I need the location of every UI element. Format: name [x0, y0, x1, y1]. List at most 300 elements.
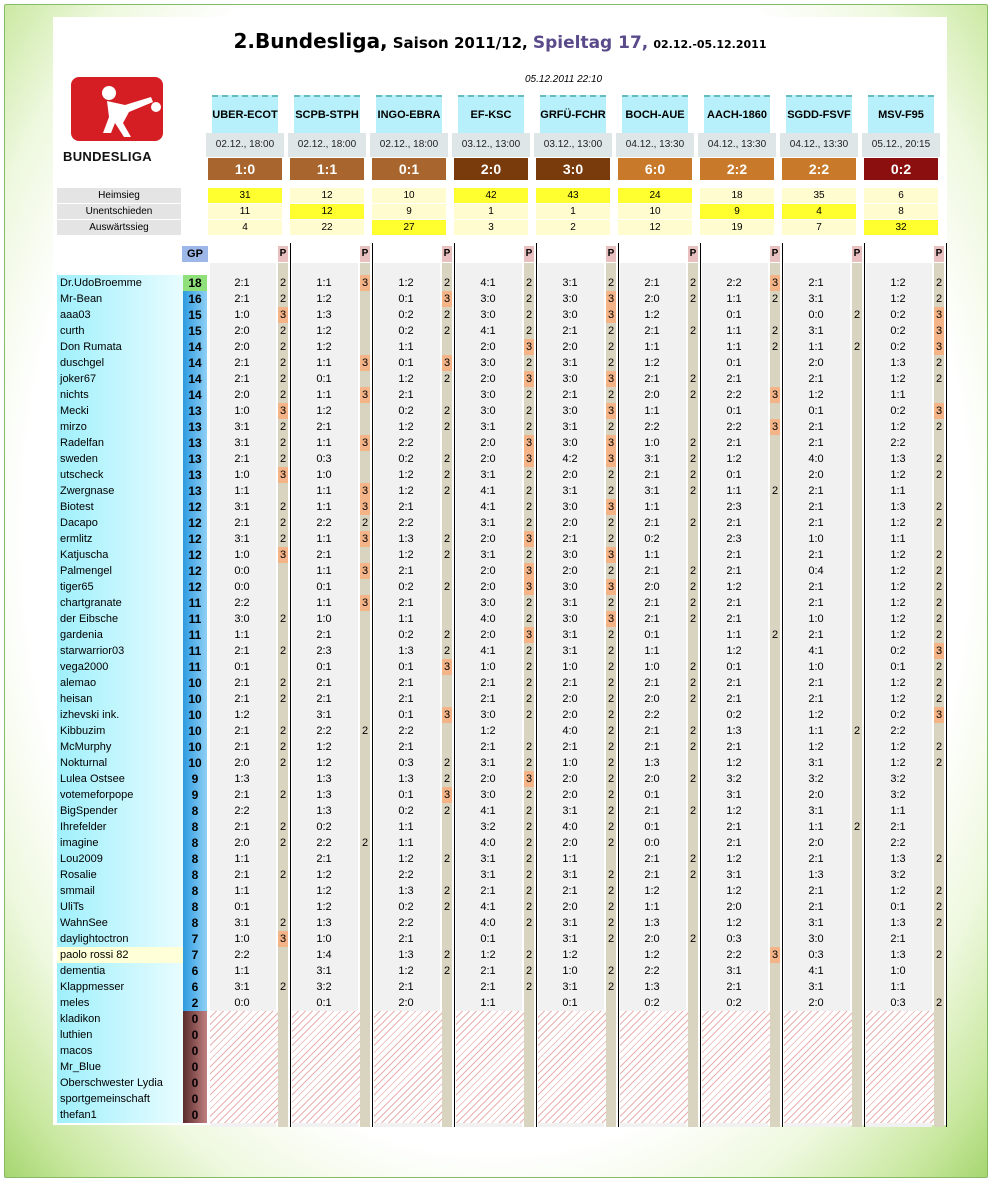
player-name[interactable]: imagine: [57, 835, 183, 851]
tip-points: 2: [935, 453, 943, 465]
tip-value: 2:1: [480, 677, 496, 689]
tip-value: 1:2: [726, 645, 742, 657]
player-gp: 15: [183, 323, 207, 339]
tip-value: 2:1: [562, 533, 578, 545]
tip-value: 0:2: [398, 309, 414, 321]
tip-value: 2:0: [644, 693, 660, 705]
tip-value: 1:2: [398, 469, 414, 481]
tip-value: 3:1: [726, 965, 742, 977]
tip-value: 1:0: [808, 533, 824, 545]
tip-points: 2: [525, 293, 533, 305]
player-name[interactable]: Ihrefelder: [57, 819, 183, 835]
player-gp: 13: [183, 467, 207, 483]
tip-points: 2: [443, 885, 451, 897]
tip-value: 4:1: [480, 645, 496, 657]
player-name[interactable]: chartgranate: [57, 595, 183, 611]
tip-value: 2:1: [808, 693, 824, 705]
tip-points: 2: [935, 949, 943, 961]
tip-value: 3:1: [808, 757, 824, 769]
player-gp: 11: [183, 659, 207, 675]
title-dates: 02.12.-05.12.2011: [653, 38, 767, 51]
player-name[interactable]: Klappmesser: [57, 979, 183, 995]
stat-value: 24: [618, 188, 692, 203]
tip-value: 4:1: [480, 325, 496, 337]
tip-points: 2: [607, 677, 615, 689]
tip-points: 3: [771, 389, 779, 401]
player-name[interactable]: Mr_Blue: [57, 1059, 183, 1075]
match-header[interactable]: EF-KSC: [458, 95, 524, 135]
tip-value: 2:1: [726, 613, 742, 625]
match-header[interactable]: BOCH-AUE: [622, 95, 688, 135]
tip-value: 2:2: [726, 421, 742, 433]
tip-value: 2:1: [398, 501, 414, 513]
player-gp: 13: [183, 435, 207, 451]
tip-points: 2: [525, 693, 533, 705]
player-name[interactable]: luthien: [57, 1027, 183, 1043]
player-name[interactable]: Don Rumata: [57, 339, 183, 355]
player-name[interactable]: Mr-Bean: [57, 291, 183, 307]
tip-points: 3: [361, 597, 369, 609]
match-header[interactable]: UBER-ECOT: [212, 95, 278, 135]
tip-points: 2: [607, 341, 615, 353]
tip-points: 2: [935, 469, 943, 481]
match-header[interactable]: GRFÜ-FCHR: [540, 95, 606, 135]
tip-value: 1:2: [644, 357, 660, 369]
match-result: 1:1: [290, 158, 364, 180]
tip-value: 1:2: [398, 485, 414, 497]
tip-value: 1:1: [234, 965, 250, 977]
tip-value: 2:1: [726, 693, 742, 705]
tip-points: 2: [935, 581, 943, 593]
tip-points: 2: [607, 869, 615, 881]
player-gp: 12: [183, 579, 207, 595]
tip-points: 2: [279, 757, 287, 769]
tip-points: 2: [361, 725, 369, 737]
player-name[interactable]: thefan1: [57, 1107, 183, 1123]
tip-value: 1:1: [316, 597, 332, 609]
stat-value: 42: [454, 188, 528, 203]
player-gp: 9: [183, 771, 207, 787]
tip-value: 2:1: [644, 325, 660, 337]
player-gp: 0: [183, 1027, 207, 1043]
tip-points: 2: [935, 917, 943, 929]
player-gp: 12: [183, 515, 207, 531]
player-gp: 13: [183, 403, 207, 419]
match-header[interactable]: INGO-EBRA: [376, 95, 442, 135]
tip-points: 3: [361, 565, 369, 577]
player-name[interactable]: starwarrior03: [57, 643, 183, 659]
player-name[interactable]: Dr.UdoBroemme: [57, 275, 183, 291]
match-result: 1:0: [208, 158, 282, 180]
match-date: 02.12., 18:00: [370, 133, 448, 157]
tip-points: 2: [525, 389, 533, 401]
tip-points: 3: [361, 389, 369, 401]
tip-value: 2:1: [808, 277, 824, 289]
tip-value: 2:0: [562, 773, 578, 785]
tip-value: 2:0: [234, 757, 250, 769]
tip-value: 1:2: [398, 277, 414, 289]
tip-value: 3:1: [562, 357, 578, 369]
player-gp: 13: [183, 483, 207, 499]
tip-value: 1:2: [644, 885, 660, 897]
tip-value: 1:1: [644, 405, 660, 417]
tip-value: 2:1: [644, 517, 660, 529]
stat-value: 1: [536, 204, 610, 219]
tip-value: 2:1: [644, 805, 660, 817]
tip-points: 2: [443, 757, 451, 769]
player-name[interactable]: curth: [57, 323, 183, 339]
tip-value: 1:3: [890, 501, 906, 513]
player-name[interactable]: Katjuscha: [57, 547, 183, 563]
tip-value: 3:0: [562, 581, 578, 593]
tip-points: 2: [607, 661, 615, 673]
tip-value: 2:1: [808, 485, 824, 497]
player-name[interactable]: WahnSee: [57, 915, 183, 931]
bundesliga-logo: [71, 77, 163, 141]
tip-value: 1:0: [234, 405, 250, 417]
player-gp: 7: [183, 947, 207, 963]
player-name[interactable]: paolo rossi 82: [57, 947, 183, 963]
tip-value: 2:1: [234, 869, 250, 881]
tip-value: 2:3: [316, 645, 332, 657]
tip-value: 3:0: [562, 373, 578, 385]
tip-points: 2: [443, 533, 451, 545]
tip-value: 1:3: [398, 645, 414, 657]
tip-points: 2: [607, 325, 615, 337]
match-header[interactable]: SGDD-FSVF: [786, 95, 852, 135]
tip-value: 2:1: [562, 741, 578, 753]
tip-value: 3:1: [644, 453, 660, 465]
player-name[interactable]: macos: [57, 1043, 183, 1059]
tip-points: 2: [689, 437, 697, 449]
tip-value: 0:1: [890, 661, 906, 673]
tip-value: 1:2: [234, 709, 250, 721]
tip-points: 2: [525, 869, 533, 881]
tip-value: 1:0: [234, 309, 250, 321]
player-name[interactable]: Kibbuzim: [57, 723, 183, 739]
tip-value: 0:1: [562, 997, 578, 1009]
tip-value: 2:2: [398, 437, 414, 449]
tip-value: 2:0: [234, 389, 250, 401]
tip-value: 3:1: [808, 981, 824, 993]
tip-value: 0:2: [644, 533, 660, 545]
player-name[interactable]: utscheck: [57, 467, 183, 483]
tip-value: 1:2: [890, 693, 906, 705]
tip-value: 2:0: [808, 789, 824, 801]
player-name[interactable]: UliTs: [57, 899, 183, 915]
player-name[interactable]: smmail: [57, 883, 183, 899]
tip-value: 2:0: [562, 789, 578, 801]
tip-points: 2: [689, 565, 697, 577]
player-name[interactable]: mirzo: [57, 419, 183, 435]
tip-value: 2:0: [562, 837, 578, 849]
tip-points: 2: [525, 981, 533, 993]
player-gp: 8: [183, 803, 207, 819]
tip-value: 1:0: [562, 965, 578, 977]
stat-value: 43: [536, 188, 610, 203]
tip-value: 1:0: [316, 613, 332, 625]
tip-points: 2: [525, 709, 533, 721]
tip-value: 2:1: [808, 437, 824, 449]
tip-points: 3: [607, 405, 615, 417]
player-name[interactable]: Mecki: [57, 403, 183, 419]
tip-points: 2: [443, 453, 451, 465]
points-header: P: [360, 246, 370, 262]
tip-value: 1:2: [316, 757, 332, 769]
player-name[interactable]: vega2000: [57, 659, 183, 675]
player-gp: 10: [183, 739, 207, 755]
stat-value: 10: [372, 188, 446, 203]
tip-points: 2: [607, 981, 615, 993]
tip-value: 1:2: [480, 949, 496, 961]
tip-value: 2:1: [234, 741, 250, 753]
tip-value: 2:3: [726, 533, 742, 545]
match-header[interactable]: AACH-1860: [704, 95, 770, 135]
tip-points: 2: [525, 597, 533, 609]
tip-points: 2: [279, 869, 287, 881]
tip-value: 2:1: [890, 933, 906, 945]
tip-value: 0:2: [398, 325, 414, 337]
player-name[interactable]: duschgel: [57, 355, 183, 371]
player-name[interactable]: Palmengel: [57, 563, 183, 579]
player-name[interactable]: meles: [57, 995, 183, 1011]
player-name[interactable]: alemao: [57, 675, 183, 691]
tip-value: 2:1: [644, 741, 660, 753]
tip-value: 2:0: [726, 901, 742, 913]
tip-value: 1:1: [644, 901, 660, 913]
tip-value: 0:1: [644, 821, 660, 833]
tip-value: 2:1: [562, 885, 578, 897]
tip-value: 3:1: [562, 597, 578, 609]
tip-value: 1:0: [480, 661, 496, 673]
player-name[interactable]: aaa03: [57, 307, 183, 323]
player-name[interactable]: Lou2009: [57, 851, 183, 867]
player-name[interactable]: sweden: [57, 451, 183, 467]
tip-points: 2: [525, 789, 533, 801]
tip-points: 2: [443, 581, 451, 593]
player-gp: 15: [183, 307, 207, 323]
empty-tips-hatch: [374, 1011, 442, 1123]
tip-value: 0:0: [644, 837, 660, 849]
player-name[interactable]: Nokturnal: [57, 755, 183, 771]
tip-points: 2: [525, 805, 533, 817]
tip-points: 3: [607, 613, 615, 625]
tip-value: 4:0: [480, 837, 496, 849]
empty-tips-hatch: [292, 1011, 360, 1123]
player-name[interactable]: joker67: [57, 371, 183, 387]
tip-value: 2:0: [562, 341, 578, 353]
tip-points: 2: [689, 325, 697, 337]
tip-points: 2: [607, 645, 615, 657]
player-name[interactable]: Rosalie: [57, 867, 183, 883]
player-name[interactable]: gardenia: [57, 627, 183, 643]
tip-value: 0:2: [398, 805, 414, 817]
tip-points: 2: [689, 773, 697, 785]
title-league: 2.Bundesliga,: [233, 29, 388, 53]
tip-value: 1:2: [398, 853, 414, 865]
tip-value: 2:0: [808, 357, 824, 369]
tip-value: 1:1: [234, 629, 250, 641]
tip-points: 2: [279, 725, 287, 737]
tip-points: 2: [525, 501, 533, 513]
tip-points: 3: [607, 437, 615, 449]
tip-value: 1:2: [890, 293, 906, 305]
tip-value: 1:1: [316, 533, 332, 545]
player-name[interactable]: der Eibsche: [57, 611, 183, 627]
tip-points: 2: [935, 373, 943, 385]
player-name[interactable]: BigSpender: [57, 803, 183, 819]
tip-points: 2: [525, 405, 533, 417]
tip-points: 2: [443, 469, 451, 481]
tip-points: 2: [607, 789, 615, 801]
tip-value: 1:2: [316, 869, 332, 881]
tip-value: 2:1: [234, 725, 250, 737]
tip-points: 3: [607, 373, 615, 385]
player-name[interactable]: heisan: [57, 691, 183, 707]
tip-value: 2:3: [726, 501, 742, 513]
player-name[interactable]: izhevski ink.: [57, 707, 183, 723]
tip-value: 1:2: [890, 885, 906, 897]
tip-value: 3:1: [562, 869, 578, 881]
tip-value: 0:1: [726, 661, 742, 673]
tip-value: 1:2: [890, 517, 906, 529]
title-season: Saison 2011/12,: [392, 34, 528, 52]
player-gp: 10: [183, 675, 207, 691]
player-name[interactable]: daylightoctron: [57, 931, 183, 947]
tip-points: 2: [607, 629, 615, 641]
player-gp: 8: [183, 819, 207, 835]
tip-points: 2: [689, 485, 697, 497]
tip-points: 2: [525, 549, 533, 561]
tip-value: 1:1: [234, 485, 250, 497]
tip-points: 2: [689, 293, 697, 305]
points-column: [442, 263, 452, 1127]
empty-tips-hatch: [620, 1011, 688, 1123]
stat-value: 10: [618, 204, 692, 219]
tip-value: 3:0: [480, 405, 496, 417]
tip-value: 1:1: [644, 341, 660, 353]
tip-value: 2:1: [808, 373, 824, 385]
match-date: 03.12., 13:00: [452, 133, 530, 157]
tip-value: 2:1: [562, 325, 578, 337]
tip-value: 3:1: [234, 533, 250, 545]
points-header: P: [606, 246, 616, 262]
tip-points: 2: [443, 629, 451, 641]
tip-points: 2: [525, 277, 533, 289]
tip-points: 3: [607, 293, 615, 305]
player-gp: 12: [183, 531, 207, 547]
tip-value: 2:1: [234, 453, 250, 465]
stat-value: 32: [864, 220, 938, 235]
tip-points: 2: [443, 309, 451, 321]
tip-value: 0:1: [644, 629, 660, 641]
player-name[interactable]: dementia: [57, 963, 183, 979]
tip-points: 2: [689, 661, 697, 673]
player-name[interactable]: sportgemeinschaft: [57, 1091, 183, 1107]
match-header[interactable]: SCPB-STPH: [294, 95, 360, 135]
spreadsheet: [53, 17, 947, 1125]
tip-value: 1:2: [398, 549, 414, 561]
tip-points: 2: [525, 645, 533, 657]
tip-value: 1:1: [480, 997, 496, 1009]
player-gp: 6: [183, 979, 207, 995]
tip-value: 2:0: [644, 581, 660, 593]
tip-value: 1:3: [398, 533, 414, 545]
player-name[interactable]: tiger65: [57, 579, 183, 595]
tip-points: 2: [443, 549, 451, 561]
tip-points: 2: [443, 901, 451, 913]
player-name[interactable]: Biotest: [57, 499, 183, 515]
tip-value: 3:1: [726, 869, 742, 881]
tip-points: 2: [279, 437, 287, 449]
tip-value: 2:1: [316, 421, 332, 433]
tip-points: 2: [279, 821, 287, 833]
tip-points: 2: [443, 373, 451, 385]
points-column: [852, 263, 862, 1127]
tip-value: 3:0: [480, 597, 496, 609]
tip-value: 3:1: [726, 789, 742, 801]
player-name[interactable]: Oberschwester Lydia: [57, 1075, 183, 1091]
tip-points: 2: [689, 373, 697, 385]
tip-points: 2: [525, 357, 533, 369]
tip-value: 2:0: [234, 837, 250, 849]
tip-value: 1:2: [890, 757, 906, 769]
player-name[interactable]: ermlitz: [57, 531, 183, 547]
tip-value: 0:0: [234, 581, 250, 593]
tip-value: 1:3: [890, 357, 906, 369]
tip-value: 0:2: [398, 901, 414, 913]
tip-points: 2: [279, 373, 287, 385]
tip-value: 2:1: [234, 277, 250, 289]
player-name[interactable]: votemeforpope: [57, 787, 183, 803]
player-name[interactable]: Zwergnase: [57, 483, 183, 499]
player-name[interactable]: Lulea Ostsee: [57, 771, 183, 787]
tip-value: 2:0: [234, 341, 250, 353]
tip-points: 3: [361, 533, 369, 545]
tip-value: 3:0: [562, 405, 578, 417]
tip-value: 1:2: [316, 901, 332, 913]
tip-value: 3:0: [480, 709, 496, 721]
player-name[interactable]: Radelfan: [57, 435, 183, 451]
tip-value: 1:2: [726, 853, 742, 865]
tip-points: 3: [525, 373, 533, 385]
tip-value: 0:1: [808, 405, 824, 417]
tip-points: 3: [607, 581, 615, 593]
player-name[interactable]: McMurphy: [57, 739, 183, 755]
player-name[interactable]: nichts: [57, 387, 183, 403]
match-header[interactable]: MSV-F95: [868, 95, 934, 135]
tip-value: 1:2: [890, 629, 906, 641]
tip-value: 1:3: [398, 885, 414, 897]
tip-value: 2:1: [808, 677, 824, 689]
tip-value: 1:2: [644, 309, 660, 321]
tip-value: 2:1: [726, 549, 742, 561]
tip-points: 2: [279, 981, 287, 993]
tip-value: 0:1: [316, 661, 332, 673]
tip-value: 2:1: [808, 517, 824, 529]
tip-value: 3:0: [562, 549, 578, 561]
points-header: P: [688, 246, 698, 262]
player-gp: 0: [183, 1043, 207, 1059]
tip-value: 1:2: [808, 389, 824, 401]
player-name[interactable]: Dacapo: [57, 515, 183, 531]
player-name[interactable]: kladikon: [57, 1011, 183, 1027]
tip-value: 1:2: [316, 405, 332, 417]
tip-value: 2:1: [808, 597, 824, 609]
tip-value: 1:1: [726, 293, 742, 305]
tip-points: 2: [443, 645, 451, 657]
tip-value: 1:2: [644, 949, 660, 961]
